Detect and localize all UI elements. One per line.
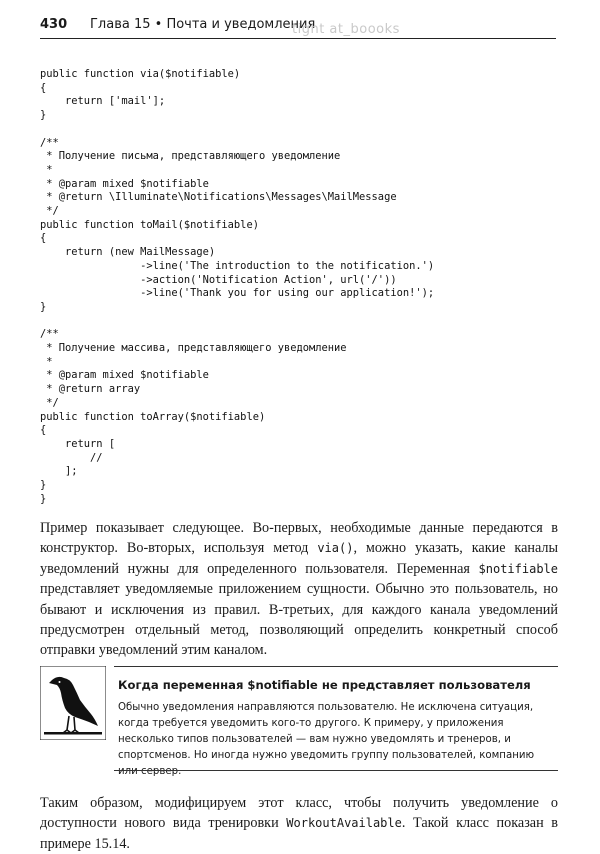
page-header [40,14,556,39]
inline-code: $notifiable [478,561,558,576]
inline-code: WorkoutAvailable [286,816,402,831]
note-title: Когда переменная $notifiable не представляет пользователя [118,678,531,692]
body-paragraph-1 [40,518,558,661]
body-paragraph-2 [40,793,558,854]
code-listing: public function via($notifiable) { return ['mail']; } /** * Получение письма, представляющего уведомление * * @param mixed $notifiable * @return \Illuminate\Notifications\Messages\MailMessage */ public function toMail($notifiable) { return (new MailMessage) ->line('The introduction to the notification.') ->action('Notification Action', url('/')) ->line('Thank you for using our application!'); } /** * Получение массива, представляющего уведомление * * @param mixed $notifiable * @return array */ public function toArray($notifiable) { return [ // ]; } } [40,68,435,505]
chapter-title: Глава 15 • Почта и уведомления [90,17,316,32]
note-body: Обычно уведомления направляются пользователю. Не исключена ситуация, когда требуется уведомить кого-то другого. К примеру, у приложения несколько типов пользователей — вам нужно уведомлять и тренеров, и спортсменов. Но иногда нужно уведомить группу пользователей, компанию или сервер. [118,702,535,777]
paragraph-text: представляет уведомляемые приложением сущности. Обычно это пользователь, но бывают и исключения из правил. В-третьих, для каждого канала уведомлений предусмотрен отдельный метод, позволяющий определить конкретный способ отправки уведомлений этим каналом. [40,581,558,659]
note-box [40,666,558,776]
note-top-rule [114,666,558,667]
note-bottom-rule [114,770,558,771]
watermark: tight at_boooks [292,22,400,37]
paragraph-text: Пример показывает следующее. Во-первых, необходимые данные передаются в конструктор. Во-вторых, используя метод [40,520,558,557]
paragraph-text: Таким образом, модифицируем этот класс, чтобы получить уведомление о доступности нового вида тренировки [40,795,558,832]
inline-code: via() [317,541,354,556]
paragraph-text: . Такой класс показан в примере 15.14. [40,815,558,852]
paragraph-text: , можно указать, какие каналы уведомлений нужны для определенного пользователя. Переменная [40,540,558,577]
page-number: 430 [40,17,68,32]
crow-icon [40,666,106,740]
